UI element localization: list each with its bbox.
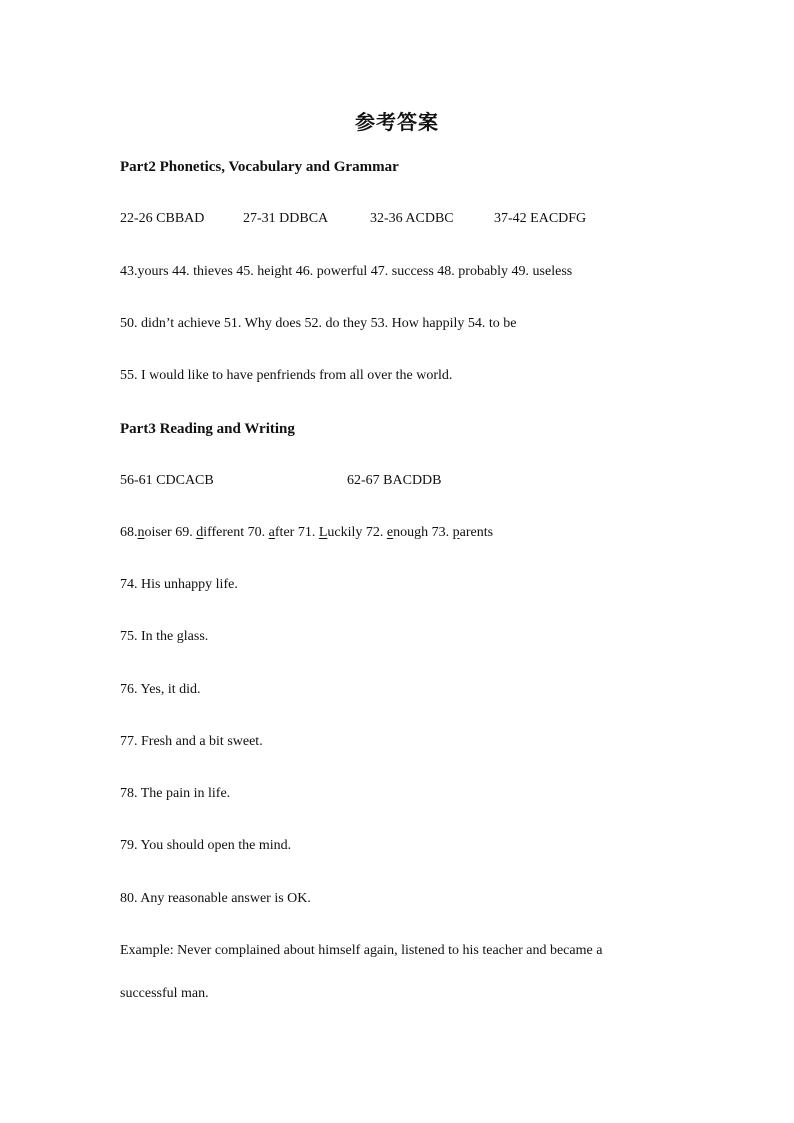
example-line-1: Example: Never complained about himself again, listened to his teacher and became a (120, 943, 603, 958)
blank-69: 69. different (175, 525, 245, 540)
answer-76: 76. Yes, it did. (120, 682, 201, 697)
mc-group-56-61: 56-61 CDCACB (120, 473, 214, 488)
answers-43-49: 43.yours 44. thieves 45. height 46. powerful 47. success 48. probably 49. useless (120, 264, 573, 279)
mc-group-32-36: 32-36 ACDBC (370, 211, 454, 226)
mc-group-37-42: 37-42 EACDFG (494, 211, 587, 226)
part2-heading: Part2 Phonetics, Vocabulary and Grammar (120, 159, 399, 175)
mc-group-22-26: 22-26 CBBAD (120, 211, 205, 226)
page-title: 参考答案 (355, 110, 439, 134)
blank-71: 71. Luckily (297, 525, 363, 540)
part3-mc-answers (120, 472, 480, 490)
blank-73: 73. parents (431, 525, 494, 540)
answer-79: 79. You should open the mind. (120, 838, 292, 853)
answer-74: 74. His unhappy life. (120, 577, 238, 592)
example-line-2: successful man. (120, 986, 209, 1001)
blank-68: 68.noiser (120, 525, 172, 540)
part3-heading: Part3 Reading and Writing (120, 421, 295, 437)
part2-mc-answers (120, 210, 640, 228)
mc-group-62-67: 62-67 BACDDB (347, 473, 442, 488)
mc-group-27-31: 27-31 DDBCA (243, 211, 329, 226)
answer-80: 80. Any reasonable answer is OK. (120, 891, 311, 906)
blank-70: 70. after (247, 525, 295, 540)
answer-77: 77. Fresh and a bit sweet. (120, 734, 263, 749)
blank-72: 72. enough (365, 525, 429, 540)
answers-50-54: 50. didn’t achieve 51. Why does 52. do they 53. How happily 54. to be (120, 316, 517, 331)
answers-68-73 (120, 524, 493, 542)
answer-55: 55. I would like to have penfriends from all over the world. (120, 368, 453, 383)
answer-78: 78. The pain in life. (120, 786, 231, 801)
answer-75: 75. In the glass. (120, 629, 209, 644)
